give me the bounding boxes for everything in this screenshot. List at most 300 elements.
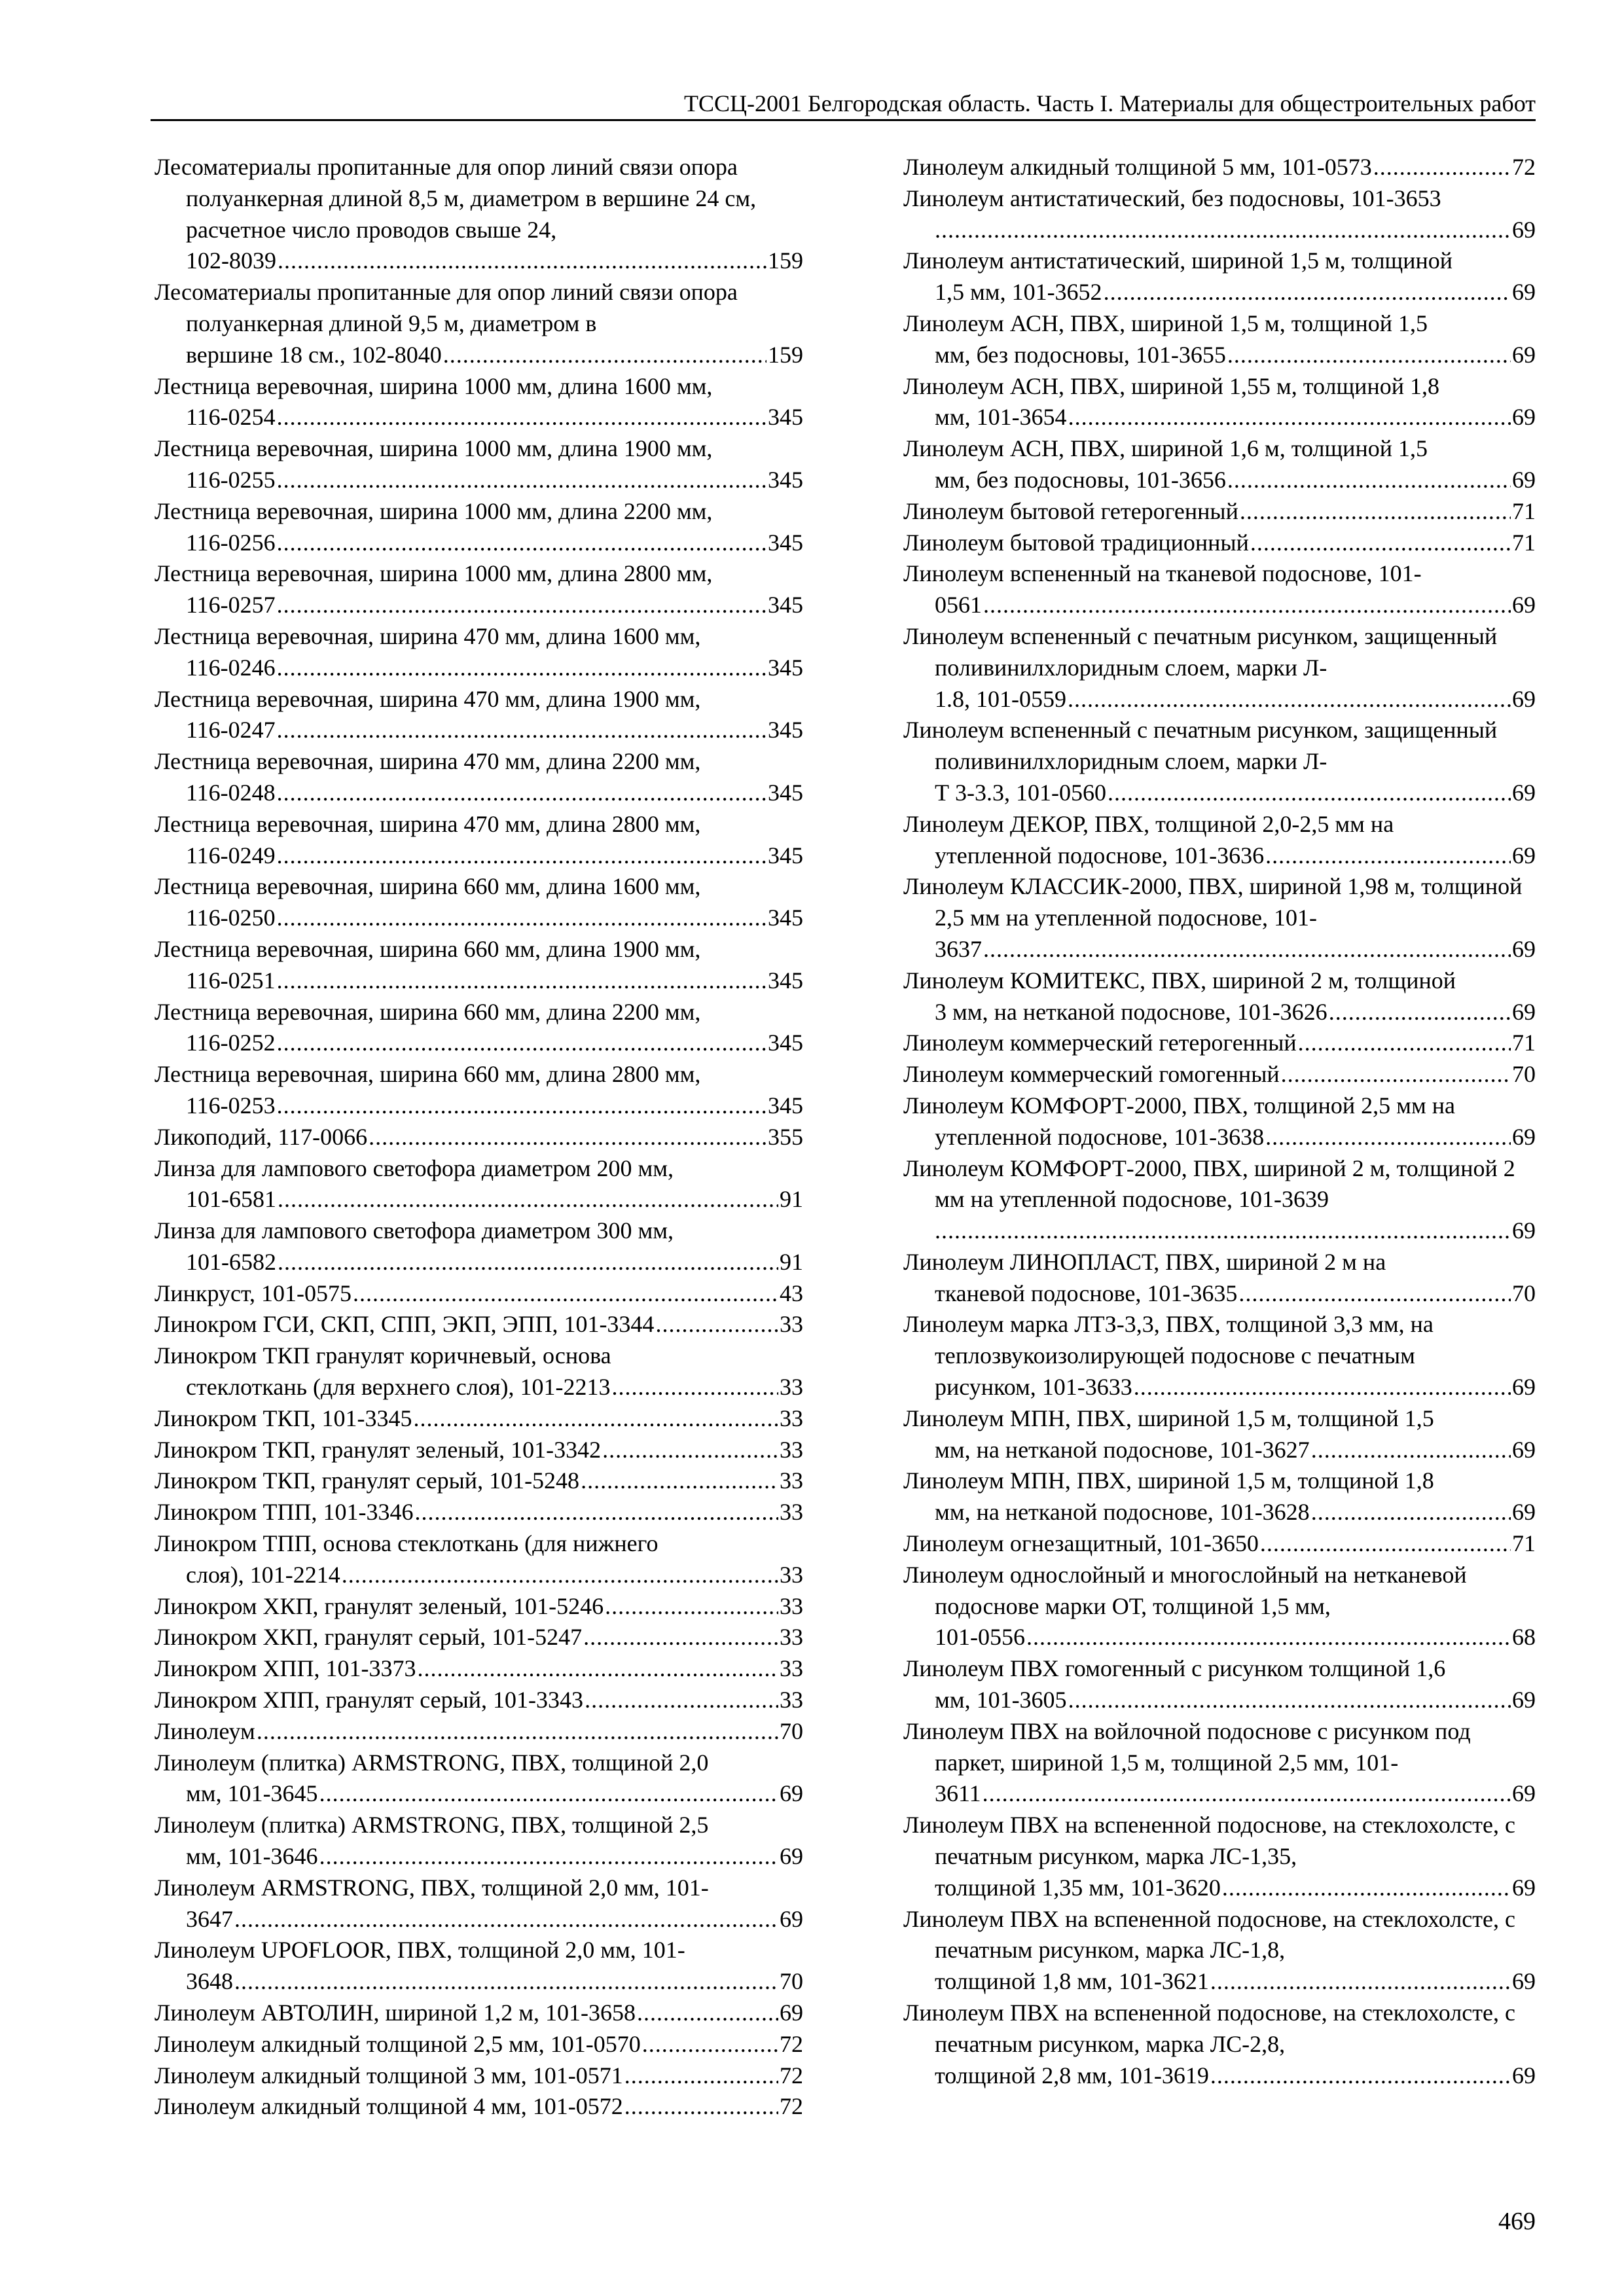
dot-leader <box>1227 465 1511 496</box>
entry-text: Линолеум ДЕКОР, ПВХ, толщиной 2,0-2,5 мм на <box>903 810 1394 837</box>
dot-leader <box>581 1465 778 1497</box>
running-header: ТССЦ-2001 Белгородская область. Часть I. Материалы для общестроительных работ <box>684 90 1536 117</box>
index-entry <box>903 558 1536 621</box>
dot-leader <box>612 1372 778 1403</box>
entry-leader-line <box>154 778 803 809</box>
index-entry <box>154 1153 803 1216</box>
entry-page-number: 345 <box>768 1030 803 1056</box>
entry-tail-text: 3 мм, на нетканой подоснове, 101-3626 <box>935 998 1327 1025</box>
entry-leader-line <box>903 840 1536 872</box>
index-entry <box>903 1153 1536 1247</box>
dot-leader <box>1227 340 1511 371</box>
entry-text: Линолеум антистатический, шириной 1,5 м, толщиной <box>903 247 1453 274</box>
index-entry <box>903 371 1536 434</box>
index-entry <box>154 496 803 559</box>
entry-page-number: 69 <box>780 1780 803 1807</box>
entry-leader-line <box>903 1278 1536 1310</box>
entry-text: Лестница веревочная, ширина 470 мм, длина 2800 мм, <box>154 810 701 837</box>
entry-leader-line <box>154 1591 803 1623</box>
entry-tail-text: 3648 <box>186 1968 233 1995</box>
entry-tail-text: утепленной подоснове, 101-3638 <box>935 1123 1265 1150</box>
entry-tail-text: толщиной 2,8 мм, 101-3619 <box>935 2062 1209 2089</box>
entry-leader-line <box>154 1966 803 1998</box>
entry-tail-text: 102-8039 <box>186 247 276 274</box>
entry-page-number: 72 <box>1512 154 1536 180</box>
index-entry <box>154 1653 803 1685</box>
entry-tail-text: мм, 101-3654 <box>935 404 1067 431</box>
entry-tail-text: слоя), 101-2214 <box>186 1561 340 1588</box>
entry-text: Линолеум КОМФОРТ-2000, ПВХ, шириной 2 м, толщиной 2 мм на утепленной подоснове, 101-3639 <box>903 1155 1515 1213</box>
entry-leader-line <box>903 684 1536 715</box>
entry-page-number: 69 <box>1512 404 1536 431</box>
index-entry <box>903 965 1536 1028</box>
entry-page-number: 345 <box>768 905 803 931</box>
entry-leader-line <box>154 2029 803 2060</box>
dot-leader <box>637 1998 778 2029</box>
index-entry <box>154 2091 803 2123</box>
dot-leader <box>605 1591 778 1623</box>
entry-text: Линолеум (плитка) ARMSTRONG, ПВХ, толщиной 2,0 <box>154 1749 709 1776</box>
index-entry <box>903 1465 1536 1528</box>
entry-page-number: 33 <box>780 1624 803 1651</box>
entry-page-number: 69 <box>1512 779 1536 806</box>
entry-page-number: 69 <box>1512 935 1536 962</box>
entry-leader-line <box>154 1716 803 1748</box>
dot-leader <box>319 1841 778 1873</box>
entry-leader-line <box>903 934 1536 965</box>
entry-tail-text: 116-0246 <box>186 654 276 681</box>
entry-leader-line <box>154 1497 803 1528</box>
index-entry <box>903 1560 1536 1653</box>
entry-text: Лестница веревочная, ширина 1000 мм, длина 2200 мм, <box>154 497 713 524</box>
entry-page-number: 345 <box>768 529 803 556</box>
header-rule <box>151 119 1536 121</box>
entry-page-number: 33 <box>780 1311 803 1338</box>
entry-tail-text: Т 3-3.3, 101-0560 <box>935 779 1106 806</box>
entry-leader-line <box>903 1435 1536 1466</box>
entry-tail-text: 3611 <box>935 1780 981 1807</box>
dot-leader <box>277 778 767 809</box>
entry-text: Линолеум АСН, ПВХ, шириной 1,6 м, толщиной 1,5 <box>903 435 1428 462</box>
index-entry <box>154 621 803 684</box>
entry-page-number: 68 <box>1512 1624 1536 1651</box>
entry-tail-text: Линолеум алкидный толщиной 2,5 мм, 101-0570 <box>154 2030 641 2057</box>
entry-tail-text: мм, 101-3605 <box>935 1687 1067 1713</box>
dot-leader <box>277 965 767 997</box>
index-entry <box>903 809 1536 872</box>
entry-tail-text: Линолеум алкидный толщиной 3 мм, 101-0571 <box>154 2062 623 2089</box>
entry-leader-line <box>903 340 1536 371</box>
entry-text: Линза для лампового светофора диаметром 200 мм, <box>154 1155 674 1181</box>
entry-tail-text: Линокром ТКП, гранулят серый, 101-5248 <box>154 1467 580 1494</box>
entry-leader-line <box>154 2060 803 2092</box>
index-entry <box>154 2029 803 2060</box>
index-entry <box>903 1090 1536 1153</box>
dot-leader <box>1250 528 1511 559</box>
entry-leader-line <box>903 1059 1536 1090</box>
dot-leader <box>1311 1497 1511 1528</box>
dot-leader <box>277 528 767 559</box>
entry-tail-text: мм, без подосновы, 101-3655 <box>935 341 1226 368</box>
entry-tail-text: 116-0249 <box>186 842 276 869</box>
index-entry <box>154 1622 803 1653</box>
entry-page-number: 69 <box>780 1905 803 1932</box>
entry-page-number: 345 <box>768 1092 803 1119</box>
dot-leader <box>1210 2060 1511 2092</box>
index-entry <box>154 1591 803 1623</box>
index-entry <box>903 1028 1536 1059</box>
entry-leader-line <box>154 1841 803 1873</box>
entry-text: Линолеум однослойный и многослойный на нетканевой подоснове марки ОТ, толщиной 1,5 мм, <box>903 1561 1467 1619</box>
dot-leader <box>277 1090 767 1122</box>
dot-leader <box>935 215 1511 246</box>
index-entry <box>154 1403 803 1435</box>
entry-tail-text: рисунком, 101-3633 <box>935 1374 1132 1401</box>
entry-leader-line <box>903 277 1536 308</box>
entry-leader-line <box>154 1122 803 1153</box>
entry-tail-text: Линолеум бытовой гетерогенный <box>903 497 1238 524</box>
entry-tail-text: 3637 <box>935 935 982 962</box>
index-entry <box>903 1653 1536 1716</box>
entry-page-number: 69 <box>1512 1436 1536 1463</box>
entry-leader-line <box>154 465 803 496</box>
dot-leader <box>585 1685 778 1716</box>
index-entry <box>154 1122 803 1153</box>
index-entry <box>903 528 1536 559</box>
dot-leader <box>277 715 767 746</box>
entry-leader-line <box>903 528 1536 559</box>
entry-tail-text: 116-0250 <box>186 905 276 931</box>
dot-leader <box>277 903 767 934</box>
index-entry <box>903 1247 1536 1310</box>
entry-leader-line <box>154 1184 803 1215</box>
entry-tail-text: стеклоткань (для верхнего слоя), 101-2213 <box>186 1374 611 1401</box>
entry-text: Линолеум КОМФОРТ-2000, ПВХ, толщиной 2,5 мм на <box>903 1092 1455 1119</box>
dot-leader <box>642 2029 778 2060</box>
dot-leader <box>257 1716 778 1748</box>
index-entry <box>154 2060 803 2092</box>
index-entry <box>903 1716 1536 1810</box>
dot-leader <box>1265 1122 1511 1153</box>
entry-leader-line <box>154 1653 803 1685</box>
entry-page-number: 345 <box>768 967 803 994</box>
entry-text: Линолеум UPOFLOOR, ПВХ, толщиной 2,0 мм, 101- <box>154 1937 685 1964</box>
index-entry <box>154 1497 803 1528</box>
entry-text: Лестница веревочная, ширина 470 мм, длина 1600 мм, <box>154 622 701 649</box>
dot-leader <box>1265 840 1511 872</box>
index-entry <box>154 433 803 496</box>
index-entry <box>154 1435 803 1466</box>
entry-leader-line <box>154 1309 803 1340</box>
entry-page-number: 33 <box>780 1655 803 1682</box>
entry-tail-text: Линокром ХПП, 101-3373 <box>154 1655 416 1682</box>
entry-page-number: 69 <box>1512 341 1536 368</box>
entry-text: Линолеум АСН, ПВХ, шириной 1,55 м, толщиной 1,8 <box>903 372 1439 399</box>
entry-leader-line <box>154 528 803 559</box>
entry-page-number: 70 <box>780 1968 803 1995</box>
dot-leader <box>319 1778 778 1810</box>
entry-text: Линолеум антистатический, без подосновы, 101-3653 <box>903 185 1441 211</box>
entry-page-number: 345 <box>768 592 803 619</box>
dot-leader <box>983 934 1511 965</box>
entry-leader-line <box>903 1028 1536 1059</box>
entry-tail-text: Линкруст, 101-0575 <box>154 1280 352 1306</box>
entry-page-number: 33 <box>780 1467 803 1494</box>
entry-page-number: 72 <box>780 2062 803 2089</box>
dot-leader <box>624 2091 778 2123</box>
dot-leader <box>1134 1372 1511 1403</box>
entry-page-number: 69 <box>1512 1968 1536 1995</box>
entry-page-number: 345 <box>768 654 803 681</box>
index-entry <box>154 1935 803 1998</box>
entry-text: Лесоматериалы пропитанные для опор линий связи опора полуанкерная длиной 9,5 м, диаметром в <box>154 279 738 336</box>
index-entry <box>903 152 1536 183</box>
dot-leader <box>278 245 767 277</box>
index-entry <box>903 621 1536 715</box>
entry-text: Лестница веревочная, ширина 660 мм, длина 1600 мм, <box>154 873 701 900</box>
index-column-right <box>903 152 1536 2091</box>
dot-leader <box>1026 1622 1511 1653</box>
entry-tail-text: Линолеум АВТОЛИН, шириной 1,2 м, 101-3658 <box>154 2000 636 2026</box>
entry-page-number: 69 <box>1512 998 1536 1025</box>
index-entry <box>903 1904 1536 1998</box>
entry-text: Линолеум ПВХ гомогенный с рисунком толщиной 1,6 <box>903 1655 1446 1682</box>
index-entry <box>154 1278 803 1310</box>
entry-text: Лестница веревочная, ширина 660 мм, длина 2200 мм, <box>154 998 701 1025</box>
entry-tail-text: мм, на нетканой подоснове, 101-3627 <box>935 1436 1310 1463</box>
dot-leader <box>277 840 767 872</box>
page-number: 469 <box>1498 2208 1536 2235</box>
entry-tail-text: 116-0252 <box>186 1030 276 1056</box>
entry-tail-text: вершине 18 см., 102-8040 <box>186 341 442 368</box>
index-entry <box>154 746 803 809</box>
entry-leader-line <box>154 653 803 684</box>
index-entry <box>154 1716 803 1748</box>
entry-text: Линокром ТПП, основа стеклоткань (для нижнего <box>154 1530 659 1557</box>
entry-tail-text: 116-0253 <box>186 1092 276 1119</box>
entry-page-number: 70 <box>1512 1061 1536 1088</box>
entry-tail-text: Линолеум <box>154 1717 255 1744</box>
dot-leader <box>278 1184 778 1215</box>
entry-tail-text: 116-0247 <box>186 717 276 744</box>
entry-leader-line <box>903 215 1536 246</box>
entry-text: Линолеум марка ЛТЗ-3,3, ПВХ, толщиной 3,3 мм, на теплозвукоизолирующей подоснове с печатным <box>903 1311 1434 1369</box>
index-entry <box>903 1810 1536 1903</box>
entry-tail-text: Линолеум алкидный толщиной 4 мм, 101-0572 <box>154 2093 623 2120</box>
entry-page-number: 355 <box>768 1123 803 1150</box>
entry-page-number: 69 <box>1512 842 1536 869</box>
entry-tail-text: толщиной 1,8 мм, 101-3621 <box>935 1968 1209 1995</box>
index-entry <box>903 433 1536 496</box>
entry-page-number: 33 <box>780 1561 803 1588</box>
dot-leader <box>602 1435 778 1466</box>
entry-page-number: 69 <box>780 2000 803 2026</box>
entry-leader-line <box>903 496 1536 528</box>
entry-tail-text: Линолеум огнезащитный, 101-3650 <box>903 1530 1259 1557</box>
entry-page-number: 69 <box>1512 279 1536 306</box>
entry-text: Линолеум вспененный с печатным рисунком, защищенный поливинилхлоридным слоем, марки Л- <box>903 622 1498 681</box>
dot-leader <box>277 1028 767 1059</box>
entry-tail-text: 0561 <box>935 592 982 619</box>
entry-page-number: 69 <box>1512 1217 1536 1244</box>
entry-page-number: 33 <box>780 1405 803 1431</box>
entry-page-number: 69 <box>1512 1499 1536 1526</box>
entry-leader-line <box>154 1247 803 1278</box>
entry-page-number: 91 <box>780 1248 803 1275</box>
dot-leader <box>1281 1059 1511 1090</box>
dot-leader <box>414 1403 778 1435</box>
dot-leader <box>1068 1685 1511 1716</box>
index-entry <box>903 715 1536 808</box>
entry-tail-text: Линокром ТКП, гранулят зеленый, 101-3342 <box>154 1436 602 1463</box>
entry-text: Лестница веревочная, ширина 470 мм, длина 1900 мм, <box>154 685 701 712</box>
entry-tail-text: Линокром ХКП, гранулят серый, 101-5247 <box>154 1624 583 1651</box>
index-column-left <box>154 152 803 2123</box>
entry-leader-line <box>154 1622 803 1653</box>
index-entry <box>154 1340 803 1403</box>
entry-page-number: 91 <box>780 1186 803 1213</box>
dot-leader <box>583 1622 778 1653</box>
entry-page-number: 345 <box>768 466 803 493</box>
dot-leader <box>418 1653 778 1685</box>
index-entry <box>154 277 803 370</box>
entry-text: Линолеум МПН, ПВХ, шириной 1,5 м, толщиной 1,8 <box>903 1467 1434 1494</box>
dot-leader <box>1298 1028 1511 1059</box>
entry-leader-line <box>154 840 803 872</box>
dot-leader <box>935 1215 1511 1247</box>
entry-text: Линолеум ARMSTRONG, ПВХ, толщиной 2,0 мм, 101- <box>154 1874 709 1901</box>
index-entry <box>903 1403 1536 1466</box>
entry-page-number: 71 <box>1512 529 1536 556</box>
dot-leader <box>1311 1435 1511 1466</box>
entry-leader-line <box>154 2091 803 2123</box>
entry-tail-text: 1.8, 101-0559 <box>935 685 1066 712</box>
index-entry <box>903 1059 1536 1090</box>
dot-leader <box>342 1560 778 1591</box>
entry-leader-line <box>903 778 1536 809</box>
index-entry <box>154 1309 803 1340</box>
entry-page-number: 71 <box>1512 1030 1536 1056</box>
entry-text: Линза для лампового светофора диаметром 300 мм, <box>154 1217 674 1244</box>
index-entry <box>903 871 1536 965</box>
dot-leader <box>1238 1278 1511 1310</box>
dot-leader <box>277 590 767 621</box>
entry-text: Лестница веревочная, ширина 1000 мм, длина 2800 мм, <box>154 560 713 587</box>
entry-page-number: 69 <box>1512 1874 1536 1901</box>
index-entry <box>154 371 803 434</box>
entry-leader-line <box>154 1090 803 1122</box>
entry-text: Лестница веревочная, ширина 1000 мм, длина 1900 мм, <box>154 435 713 462</box>
index-entry <box>903 183 1536 246</box>
entry-tail-text: Линокром ХКП, гранулят зеленый, 101-5246 <box>154 1592 604 1619</box>
dot-leader <box>1260 1528 1511 1560</box>
entry-tail-text: Линокром ТКП, 101-3345 <box>154 1405 412 1431</box>
entry-leader-line <box>154 1998 803 2029</box>
index-entry <box>903 1998 1536 2091</box>
index-entry <box>154 558 803 621</box>
entry-text: Линолеум ЛИНОПЛАСТ, ПВХ, шириной 2 м на <box>903 1248 1386 1275</box>
index-entry <box>154 1685 803 1716</box>
entry-text: Лесоматериалы пропитанные для опор линий связи опора полуанкерная длиной 8,5 м, диаметром в вершине 24 см, расчетное число проводов свыше 24, <box>154 154 757 243</box>
entry-page-number: 71 <box>1512 1530 1536 1557</box>
entry-page-number: 345 <box>768 717 803 744</box>
entry-leader-line <box>903 1873 1536 1904</box>
entry-text: Линолеум КЛАССИК-2000, ПВХ, шириной 1,98 м, толщиной 2,5 мм на утепленной подоснове, 101- <box>903 873 1523 931</box>
entry-leader-line <box>903 1778 1536 1810</box>
entry-tail-text: 116-0248 <box>186 779 276 806</box>
dot-leader <box>278 1247 778 1278</box>
index-entry <box>154 809 803 872</box>
entry-leader-line <box>154 1278 803 1310</box>
dot-leader <box>277 465 767 496</box>
entry-tail-text: Линолеум коммерческий гомогенный <box>903 1061 1280 1088</box>
index-entry <box>903 308 1536 371</box>
entry-tail-text: 1,5 мм, 101-3652 <box>935 279 1102 306</box>
entry-leader-line <box>903 1966 1536 1998</box>
entry-tail-text: 116-0257 <box>186 592 276 619</box>
dot-leader <box>1068 684 1511 715</box>
entry-leader-line <box>903 1685 1536 1716</box>
entry-page-number: 69 <box>1512 685 1536 712</box>
entry-leader-line <box>154 1685 803 1716</box>
dot-leader <box>415 1497 778 1528</box>
dot-leader <box>353 1278 778 1310</box>
entry-tail-text: Линолеум алкидный толщиной 5 мм, 101-0573 <box>903 154 1372 180</box>
entry-text: Линолеум ПВХ на вспененной подоснове, на стеклохолсте, с печатным рисунком, марка ЛС-1,8, <box>903 1905 1515 1964</box>
entry-leader-line <box>903 1528 1536 1560</box>
entry-tail-text: утепленной подоснове, 101-3636 <box>935 842 1265 869</box>
index-entry <box>903 1528 1536 1560</box>
entry-text: Лестница веревочная, ширина 1000 мм, длина 1600 мм, <box>154 372 713 399</box>
entry-page-number: 43 <box>780 1280 803 1306</box>
entry-page-number: 69 <box>1512 592 1536 619</box>
dot-leader <box>234 1904 778 1935</box>
dot-leader <box>1068 402 1511 433</box>
entry-leader-line <box>154 715 803 746</box>
entry-tail-text: Ликоподий, 117-0066 <box>154 1123 368 1150</box>
entry-tail-text: Линолеум коммерческий гетерогенный <box>903 1030 1297 1056</box>
entry-leader-line <box>154 1904 803 1935</box>
entry-page-number: 71 <box>1512 497 1536 524</box>
index-entry <box>154 1465 803 1497</box>
dot-leader <box>1210 1966 1511 1998</box>
index-entry <box>154 152 803 277</box>
entry-page-number: 69 <box>1512 2062 1536 2089</box>
index-entry <box>154 871 803 934</box>
entry-leader-line <box>903 152 1536 183</box>
entry-leader-line <box>154 903 803 934</box>
index-entry <box>154 1873 803 1935</box>
entry-tail-text: Линокром ГСИ, СКП, СПП, ЭКП, ЭПП, 101-3344 <box>154 1311 655 1338</box>
index-entry <box>154 1059 803 1122</box>
entry-tail-text: тканевой подоснове, 101-3635 <box>935 1280 1238 1306</box>
entry-text: Линолеум (плитка) ARMSTRONG, ПВХ, толщиной 2,5 <box>154 1812 709 1839</box>
dot-leader <box>277 653 767 684</box>
index-entry <box>154 1528 803 1591</box>
entry-page-number: 345 <box>768 779 803 806</box>
entry-leader-line <box>903 1372 1536 1403</box>
dot-leader <box>277 402 767 433</box>
entry-leader-line <box>903 1622 1536 1653</box>
entry-tail-text: мм, на нетканой подоснове, 101-3628 <box>935 1499 1310 1526</box>
dot-leader <box>983 1778 1511 1810</box>
dot-leader <box>1104 277 1511 308</box>
entry-tail-text: 101-6581 <box>186 1186 276 1213</box>
dot-leader <box>655 1309 778 1340</box>
entry-page-number: 345 <box>768 404 803 431</box>
entry-leader-line <box>154 1403 803 1435</box>
entry-page-number: 33 <box>780 1592 803 1619</box>
